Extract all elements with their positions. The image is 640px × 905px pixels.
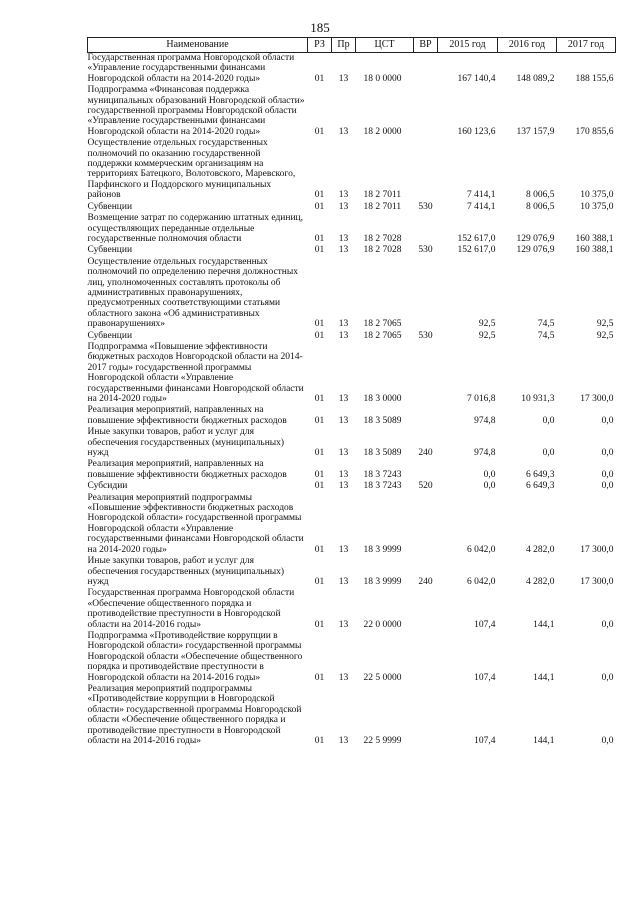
row-cst-cell: 18 2 7065	[363, 319, 402, 330]
row-vr-cell: 530	[418, 201, 433, 212]
row-cst-cell: 18 2 7028	[363, 233, 402, 244]
row-name-cell: Реализация мероприятий подпрограммы «Противодействие коррупции в Новгородской области» государственной программы Новгородской области «Обеспечение общественного порядка и противодействие преступности в Новгородской области на 2014-2016 годы»	[87, 683, 302, 746]
row-name-cell: Государственная программа Новгородской области «Обеспечение общественного порядка и противодействие преступности в Новгородской области на 2014-2016 годы»	[87, 588, 295, 630]
row-rz-cell: 01	[314, 448, 325, 459]
row-cst-cell: 18 3 7243	[363, 481, 402, 492]
row-2016-cell: 6 649,3	[526, 481, 555, 492]
row-cst-cell: 18 3 7243	[363, 469, 402, 480]
row-cst-cell: 18 2 7065	[363, 330, 402, 341]
table-row	[88, 493, 616, 556]
row-2016-cell: 144,1	[533, 619, 555, 630]
table-row	[88, 331, 616, 342]
row-name-cell: Иные закупки товаров, работ и услуг для обеспечения государственных (муниципальных) нужд	[87, 556, 285, 587]
col-header-vr: ВР	[414, 38, 438, 53]
row-2017-cell: 188 155,6	[575, 73, 614, 84]
row-pr-cell: 13	[338, 73, 349, 84]
row-2015-cell: 974,8	[474, 415, 496, 426]
row-pr-cell: 13	[338, 233, 349, 244]
table-header-row	[88, 38, 616, 53]
row-vr-cell	[414, 493, 438, 556]
row-rz-cell: 01	[314, 245, 325, 256]
table-row	[88, 53, 616, 86]
table-row	[88, 138, 616, 201]
row-pr-cell: 13	[338, 448, 349, 459]
row-pr-cell: 13	[338, 394, 349, 404]
row-2015-cell: 0,0	[483, 469, 496, 480]
row-vr-cell	[414, 588, 438, 631]
row-2016-cell: 0,0	[542, 448, 555, 459]
row-rz-cell: 01	[314, 330, 325, 341]
row-rz-cell: 01	[314, 672, 325, 683]
row-rz-cell: 01	[314, 394, 325, 404]
row-2017-cell: 0,0	[601, 448, 614, 459]
row-2015-cell: 107,4	[474, 672, 496, 683]
row-rz-cell: 01	[314, 481, 325, 492]
table-row	[88, 481, 616, 492]
row-2016-cell: 8 006,5	[526, 190, 555, 201]
row-rz-cell: 01	[314, 415, 325, 426]
row-2017-cell: 0,0	[601, 736, 614, 746]
row-vr-cell	[414, 85, 438, 138]
col-header-name: Наименование	[88, 38, 308, 53]
table-row	[88, 631, 616, 684]
row-cst-cell: 18 3 5089	[363, 415, 402, 426]
row-name-cell: Реализация мероприятий, направленных на повышение эффективности бюджетных расходов	[87, 459, 287, 480]
row-rz-cell: 01	[314, 126, 325, 137]
row-2015-cell: 107,4	[474, 736, 496, 746]
row-cst-cell: 18 2 0000	[363, 126, 402, 137]
row-name-cell: Подпрограмма «Противодействие коррупции в Новгородской области» государственной программы Новгородской области «Обеспечение общественного порядка и противодействие преступности в Новгородской области на 2014-2016 годы»	[87, 630, 303, 683]
row-2016-cell: 148 089,2	[516, 73, 555, 84]
row-pr-cell: 13	[338, 201, 349, 212]
row-vr-cell	[414, 138, 438, 201]
row-2015-cell: 7 414,1	[467, 201, 496, 212]
row-pr-cell: 13	[338, 481, 349, 492]
row-2016-cell: 4 282,0	[526, 544, 555, 555]
col-header-cst: ЦСТ	[356, 38, 414, 53]
row-vr-cell	[414, 631, 438, 684]
table-row	[88, 427, 616, 459]
row-2017-cell: 0,0	[601, 481, 614, 492]
row-name-cell: Возмещение затрат по содержанию штатных единиц, осуществляющих переданные отдельные государственные полномочия области	[87, 213, 304, 244]
row-cst-cell: 18 2 7028	[363, 245, 402, 256]
table-row	[88, 405, 616, 427]
table-row	[88, 85, 616, 138]
row-pr-cell: 13	[338, 544, 349, 555]
row-2016-cell: 74,5	[537, 330, 555, 341]
row-2015-cell: 107,4	[474, 619, 496, 630]
row-2016-cell: 129 076,9	[516, 233, 555, 244]
row-2017-cell: 17 300,0	[580, 576, 614, 587]
row-name-cell: Подпрограмма «Финансовая поддержка муниципальных образований Новгородской области» государственной программы Новгородской области «Управление государственными финансами Новгородской области на 2014-2020 годы»	[87, 85, 305, 137]
row-cst-cell: 22 5 9999	[363, 736, 402, 746]
row-rz-cell: 01	[314, 190, 325, 201]
row-2015-cell: 92,5	[478, 330, 496, 341]
row-name-cell: Реализация мероприятий подпрограммы «Повышение эффективности бюджетных расходов Новгородской области» государственной программы Новгородской области «Управление государственными финансами Новгородской области на 2014-2020 годы»	[87, 492, 304, 555]
row-2017-cell: 160 388,1	[575, 245, 614, 256]
table-body	[88, 53, 616, 748]
row-cst-cell: 22 5 0000	[363, 672, 402, 683]
row-rz-cell: 01	[314, 73, 325, 84]
row-vr-cell: 520	[418, 481, 433, 492]
row-cst-cell: 22 0 0000	[363, 619, 402, 630]
row-2016-cell: 137 157,9	[516, 126, 555, 137]
row-2017-cell: 0,0	[601, 619, 614, 630]
row-2015-cell: 6 042,0	[467, 576, 496, 587]
row-cst-cell: 18 2 7011	[363, 190, 402, 201]
row-pr-cell: 13	[338, 126, 349, 137]
row-2016-cell: 129 076,9	[516, 245, 555, 256]
row-cst-cell: 18 3 0000	[363, 394, 402, 404]
row-2016-cell: 6 649,3	[526, 469, 555, 480]
row-pr-cell: 13	[338, 469, 349, 480]
row-vr-cell	[414, 342, 438, 405]
row-rz-cell: 01	[314, 544, 325, 555]
row-2015-cell: 0,0	[483, 481, 496, 492]
row-pr-cell: 13	[338, 319, 349, 330]
row-vr-cell	[414, 53, 438, 86]
col-header-2015: 2015 год	[438, 38, 498, 53]
row-name-cell: Реализация мероприятий, направленных на повышение эффективности бюджетных расходов	[87, 405, 287, 426]
row-cst-cell: 18 0 0000	[363, 73, 402, 84]
row-cst-cell: 18 3 9999	[363, 544, 402, 555]
row-cst-cell: 18 2 7011	[363, 201, 402, 212]
row-name-cell: Субвенции	[87, 330, 133, 341]
col-header-rz: РЗ	[308, 38, 332, 53]
row-rz-cell: 01	[314, 619, 325, 630]
row-vr-cell	[414, 405, 438, 427]
row-pr-cell: 13	[338, 672, 349, 683]
row-cst-cell: 18 3 9999	[363, 576, 402, 587]
row-2016-cell: 8 006,5	[526, 201, 555, 212]
row-2015-cell: 152 617,0	[457, 245, 496, 256]
table-row	[88, 588, 616, 631]
row-name-cell: Иные закупки товаров, работ и услуг для обеспечения государственных (муниципальных) нужд	[87, 427, 285, 459]
row-vr-cell: 240	[418, 576, 433, 587]
row-2015-cell: 974,8	[474, 448, 496, 459]
row-pr-cell: 13	[338, 576, 349, 587]
row-name-cell: Государственная программа Новгородской области «Управление государственными финансами Новгородской области на 2014-2020 годы»	[87, 53, 295, 84]
row-2016-cell: 0,0	[542, 415, 555, 426]
table-row	[88, 213, 616, 245]
table-row	[88, 342, 616, 405]
row-pr-cell: 13	[338, 619, 349, 630]
row-2017-cell: 17 300,0	[580, 394, 614, 404]
row-2016-cell: 144,1	[533, 736, 555, 746]
row-2015-cell: 6 042,0	[467, 544, 496, 555]
row-vr-cell: 530	[418, 330, 433, 341]
row-name-cell: Осуществление отдельных государственных полномочий по оказанию государственной поддержки коммерческим организациям на территориях Батецкого, Волотовского, Маревского, Парфинского и Поддорского муниципальных районов	[87, 138, 296, 201]
table-row	[88, 684, 616, 747]
row-rz-cell: 01	[314, 233, 325, 244]
row-rz-cell: 01	[314, 201, 325, 212]
row-vr-cell	[414, 257, 438, 331]
table-row	[88, 257, 616, 331]
table-row	[88, 556, 616, 588]
col-header-2017: 2017 год	[557, 38, 616, 53]
row-pr-cell: 13	[338, 330, 349, 341]
row-2016-cell: 74,5	[537, 319, 555, 330]
row-2017-cell: 10 375,0	[580, 201, 614, 212]
row-rz-cell: 01	[314, 469, 325, 480]
row-2016-cell: 144,1	[533, 672, 555, 683]
row-rz-cell: 01	[314, 736, 325, 746]
row-vr-cell	[414, 459, 438, 481]
row-2015-cell: 92,5	[478, 319, 496, 330]
table-row	[88, 202, 616, 213]
row-2015-cell: 167 140,4	[457, 73, 496, 84]
row-pr-cell: 13	[338, 415, 349, 426]
page-number: 185	[310, 20, 330, 35]
row-pr-cell: 13	[338, 245, 349, 256]
row-2017-cell: 0,0	[601, 415, 614, 426]
budget-table	[87, 37, 616, 747]
row-2017-cell: 92,5	[596, 319, 614, 330]
row-2015-cell: 7 414,1	[467, 190, 496, 201]
row-name-cell: Осуществление отдельных государственных полномочий по определению перечня должностных лиц, уполномоченных составлять протоколы об административных правонарушениях, предусмотренных соответствующими статьями областного закона «Об административных правонарушениях»	[87, 256, 299, 330]
table-row	[88, 459, 616, 481]
row-2015-cell: 7 016,8	[467, 394, 496, 404]
row-name-cell: Субсидии	[87, 481, 128, 492]
row-2017-cell: 17 300,0	[580, 544, 614, 555]
row-pr-cell: 13	[338, 736, 349, 746]
row-2016-cell: 10 931,3	[521, 394, 555, 404]
col-header-pr: Пр	[332, 38, 356, 53]
row-2015-cell: 152 617,0	[457, 233, 496, 244]
table-row	[88, 245, 616, 256]
row-cst-cell: 18 3 5089	[363, 448, 402, 459]
row-2016-cell: 4 282,0	[526, 576, 555, 587]
row-vr-cell	[414, 684, 438, 747]
row-2017-cell: 0,0	[601, 469, 614, 480]
row-name-cell: Субвенции	[87, 245, 133, 256]
row-2017-cell: 10 375,0	[580, 190, 614, 201]
row-pr-cell: 13	[338, 190, 349, 201]
row-name-cell: Субвенции	[87, 201, 133, 212]
row-2015-cell: 160 123,6	[457, 126, 496, 137]
row-rz-cell: 01	[314, 576, 325, 587]
row-rz-cell: 01	[314, 319, 325, 330]
row-2017-cell: 0,0	[601, 672, 614, 683]
row-vr-cell: 240	[418, 448, 433, 459]
row-2017-cell: 170 855,6	[575, 126, 614, 137]
row-name-cell: Подпрограмма «Повышение эффективности бюджетных расходов Новгородской области на 2014-2017 годы» государственной программы Новгородской области «Управление государственными финансами Новгородской области на 2014-2020 годы»	[87, 341, 304, 404]
row-2017-cell: 160 388,1	[575, 233, 614, 244]
col-header-2016: 2016 год	[498, 38, 557, 53]
row-vr-cell	[414, 213, 438, 245]
row-2017-cell: 92,5	[596, 330, 614, 341]
row-vr-cell: 530	[418, 245, 433, 256]
